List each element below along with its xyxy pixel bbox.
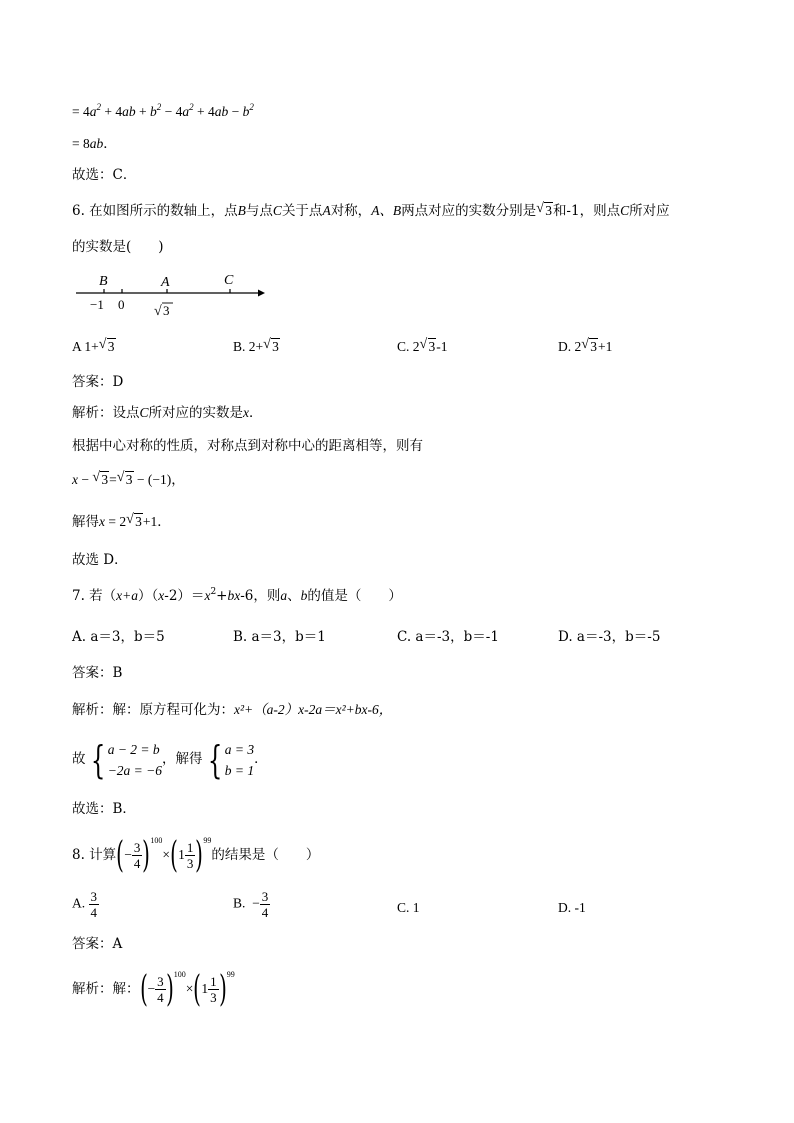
q6-option-d[interactable]: D. 2 √ 3+1 (558, 337, 613, 354)
q6-equation: x − √ 3= √ 3 − (−1)， (72, 470, 185, 487)
q5-step-line-2: = 8ab． (72, 136, 117, 151)
label-B: B (99, 274, 108, 289)
q7-stem: 7. 若$(x+a)(x-2)=x^2+bx-6$，则a、b的值是（ ） (72, 587, 402, 604)
q7-system-1: a − 2 = b −2a = −6 (107, 741, 163, 778)
q6-solution: 解得x = 2 √ 3+1． (72, 512, 171, 530)
q8-stem: 8. 计算(− $\frac{3}{4}$ )$^{100}$×(1 $\frac{1}{3}$ )$^{99}$的结果是（ ） (72, 834, 320, 876)
tick-label-sqrt-sign: √ (154, 304, 162, 319)
q6-analysis: 解析：设点C所对应的实数是x． (72, 405, 263, 421)
q6-stem-line-2: 的实数是( ) (72, 239, 164, 255)
tick-label-sqrt3: 3 (163, 303, 170, 318)
tick-label-0: 0 (118, 297, 125, 312)
q6-reasoning: 根据中心对称的性质，对称点到对称中心的距离相等，则有 (72, 438, 423, 454)
q7-system-2: a = 3 b = 1 (224, 741, 255, 778)
q7-option-a[interactable]: A. a＝3，b＝5 (72, 629, 165, 645)
q8-option-c[interactable]: C. 1 (397, 900, 420, 915)
q6-answer: 答案：D (72, 374, 124, 390)
tick-label-minus1: −1 (90, 297, 104, 312)
q8-option-a[interactable]: A. $\frac{3}{4}$ (72, 889, 97, 920)
q6-stem-line-1: 6. 在如图所示的数轴上，点B与点C关于点A对称，A、B两点对应的实数分别是 √ 3和-1，则点C所对应 (72, 201, 670, 219)
q8-answer: 答案：A (72, 936, 123, 952)
q8-analysis: 解析：解：(− $\frac{3}{4}$ )$^{100}$×(1 $\frac{1}{3}$ )$^{99}$ (72, 968, 235, 1010)
label-A: A (161, 275, 170, 290)
q6-option-c[interactable]: C. 2 √ 3-1 (397, 337, 448, 354)
axis-arrow-icon (258, 290, 265, 297)
q5-step-line-1: = $4a^2 + 4ab + b^2 - 4a^2 + 4ab - b^2$ (72, 102, 254, 119)
q5-conclusion: 故选：C． (72, 167, 137, 183)
q6-option-b[interactable]: B. 2+ √ 3 (233, 337, 279, 354)
q7-option-c[interactable]: C. a＝-3，b＝-1 (397, 629, 499, 645)
q6-conclusion: 故选 D． (72, 552, 128, 568)
q8-option-d[interactable]: D. -1 (558, 900, 586, 915)
q7-analysis: 解析：解：原方程可化为：x²+（a-2）x-2a＝x²+bx-6， (72, 702, 393, 718)
q7-option-d[interactable]: D. a＝-3，b＝-5 (558, 629, 661, 645)
q7-answer: 答案：B (72, 665, 123, 681)
sqrt-3: √ 3 (536, 201, 552, 218)
q8-option-b[interactable]: B. − $\frac{3}{4}$ (233, 889, 269, 920)
label-C: C (224, 273, 234, 288)
q7-option-b[interactable]: B. a＝3，b＝1 (233, 629, 326, 645)
q7-conclusion: 故选：B． (72, 801, 136, 817)
q6-option-a[interactable]: A 1+ √ 3 (72, 337, 115, 354)
number-line-figure (72, 268, 272, 320)
q7-system: 故 { a − 2 = b −2a = −6 ，解得 { a = 3 b = 1 ． (72, 737, 268, 782)
